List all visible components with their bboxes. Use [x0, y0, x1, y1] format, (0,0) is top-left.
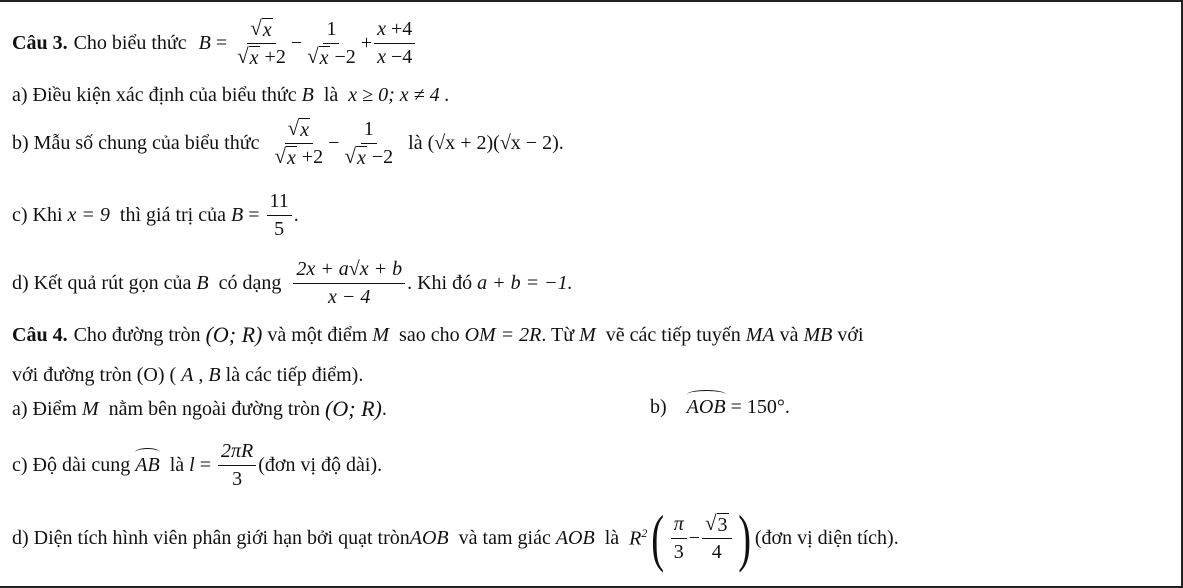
q4-c-prefix: c) Độ dài cung — [12, 454, 131, 476]
q4-d-frac-sqrt3: √ 3 4 — [702, 513, 732, 564]
q3-c-num: 11 — [267, 190, 292, 216]
q3-a-prefix: a) Điều kiện xác định của biểu thức — [12, 84, 297, 106]
q4-statement-line2: với đường tròn (O) ( A , B là các tiếp điểm). — [12, 364, 364, 386]
q4-c-unit: (đơn vị độ dài). — [258, 454, 383, 476]
q3-c-mid: thì giá trị của — [119, 204, 226, 226]
q3-item-d: d) Kết quả rút gọn của B có dạng $\frac{2x + a√x + b}{x - 4}$ . Khi đó a + b = −1. — [12, 258, 573, 308]
q4-d-prefix: d) Diện tích hình viên phân giới hạn bởi quạt tròn — [12, 526, 410, 549]
q4-d-r2: $R^2$ — [629, 525, 648, 550]
q4-d-unit: (đơn vị diện tích). — [754, 526, 899, 549]
q4-intro: Cho đường tròn — [73, 323, 201, 346]
q3-b-frac-2: 1 √ x −2 — [344, 118, 394, 169]
q3-c-frac — [267, 190, 292, 241]
q4-a-prefix: a) Điểm — [12, 397, 77, 420]
q4-ma: MA — [745, 323, 775, 346]
q3-label: Câu 3. — [12, 32, 68, 54]
q3-d-prefix: d) Kết quả rút gọn của — [12, 272, 192, 294]
q3-frac-3: $\frac{x +4}{x -4}$ — [374, 18, 415, 69]
q4-intro2: và một điểm — [267, 323, 368, 346]
q4-d-frac-pi: $\frac{\pi}{3}$ — [671, 513, 687, 564]
q3-frac-1: √ x √ x +2 — [237, 16, 286, 69]
q3-intro: Cho biểu thức — [73, 32, 187, 54]
q4-c-mid: là — [169, 454, 185, 476]
q3-b-result: (√x + 2)(√x − 2). — [427, 132, 564, 154]
q3-d-frac — [293, 258, 405, 309]
q4-item-c: c) Độ dài cung AB là l = $\frac{2\pi R}{3}$ (đơn vị độ dài). — [12, 440, 383, 490]
q4-intro3: sao cho — [399, 323, 460, 346]
q3-item-b: b) Mẫu số chung của biểu thức √ x √ x +2 − 1 √ x −2 là (√x + 2)(√x − 2). — [12, 116, 564, 169]
q3-item-a: a) Điều kiện xác định của biểu thức B là x ≥ 0; x ≠ 4 . — [12, 84, 450, 106]
q4-line2-b: B — [208, 364, 221, 386]
q4-b-val: = 150°. — [730, 396, 790, 418]
q4-intro4: . Từ — [541, 323, 575, 346]
q3-a-cond: x ≥ 0; x ≠ 4 . — [348, 84, 450, 106]
q4-d-mid: và tam giác — [458, 526, 551, 549]
q4-d-aob-2: AOB — [555, 526, 595, 549]
q4-b-prefix: b) — [650, 396, 667, 418]
q3-c-x: x = 9 — [67, 204, 110, 226]
q3-d-num: 2x + a√x + b — [293, 258, 405, 284]
q4-with: với — [837, 323, 864, 346]
q4-c-arc: AB — [135, 454, 160, 476]
q4-item-a: a) Điểm M nằm bên ngoài đường tròn (O; R) . — [12, 396, 387, 421]
q4-c-num: 2πR — [218, 440, 256, 466]
q3-b-frac-1: √ x √ x +2 — [274, 116, 324, 169]
q3-d-after: . Khi đó — [407, 272, 473, 294]
q4-and: và — [779, 323, 799, 346]
q4-label: Câu 4. — [12, 323, 68, 346]
right-paren: ) — [737, 502, 751, 573]
q4-mb: MB — [803, 323, 833, 346]
q4-circle: (O; R) — [205, 322, 263, 347]
left-paren: ( — [651, 502, 665, 573]
q3-c-den: 5 — [274, 218, 285, 240]
q4-line2-a: A — [181, 364, 194, 386]
q3-d-den: x − 4 — [328, 286, 371, 308]
q3-statement: Câu 3. Cho biểu thức B = √ x √ x +2 − 1 √ x −2 + $\frac{x +4}{x -4}$ — [12, 18, 417, 69]
q4-line2: với đường tròn (O) ( — [12, 364, 177, 386]
q4-line2-end: là các tiếp điểm). — [225, 364, 364, 386]
q4-c-den: 3 — [232, 468, 243, 490]
q4-b-arc: AOB — [686, 396, 726, 418]
q3-frac-2: 1 √ x −2 — [307, 18, 356, 69]
q4-intro5: vẽ các tiếp tuyến — [605, 323, 741, 346]
q3-formula-b: B — [198, 32, 211, 54]
q4-d-aob: AOB — [409, 526, 449, 549]
q4-d-is: là — [604, 526, 620, 549]
q4-item-d: d) Diện tích hình viên phân giới hạn bởi quạt tròn AOB và tam giác AOB là $R^2$ ( $\frac{\pi}{3}$ − √ 3 4 ) (đơn vị diện tích). — [12, 502, 899, 573]
q3-d-mid: có dạng — [218, 272, 282, 294]
q4-a-circle: (O; R) — [325, 396, 382, 421]
q3-b-mid: là — [408, 132, 423, 154]
q4-om: OM = 2R — [464, 323, 542, 346]
q4-item-b — [650, 396, 790, 419]
q4-c-frac — [218, 440, 256, 491]
q3-d-result: a + b = −1. — [477, 272, 573, 294]
q3-item-c: c) Khi x = 9 thì giá trị của B = $\frac{11}{5}$ . — [12, 190, 299, 240]
q4-a-mid: nằm bên ngoài đường tròn — [108, 397, 321, 420]
q3-a-mid: là — [323, 84, 339, 106]
frame-top-border — [0, 0, 1183, 2]
q3-c-prefix: c) Khi — [12, 204, 63, 226]
q3-b-prefix: b) Mẫu số chung của biểu thức — [12, 132, 260, 154]
q4-statement: Câu 4. Cho đường tròn (O; R) và một điểm M sao cho OM = 2R . Từ M vẽ các tiếp tuyến MA và MB với — [12, 322, 864, 347]
